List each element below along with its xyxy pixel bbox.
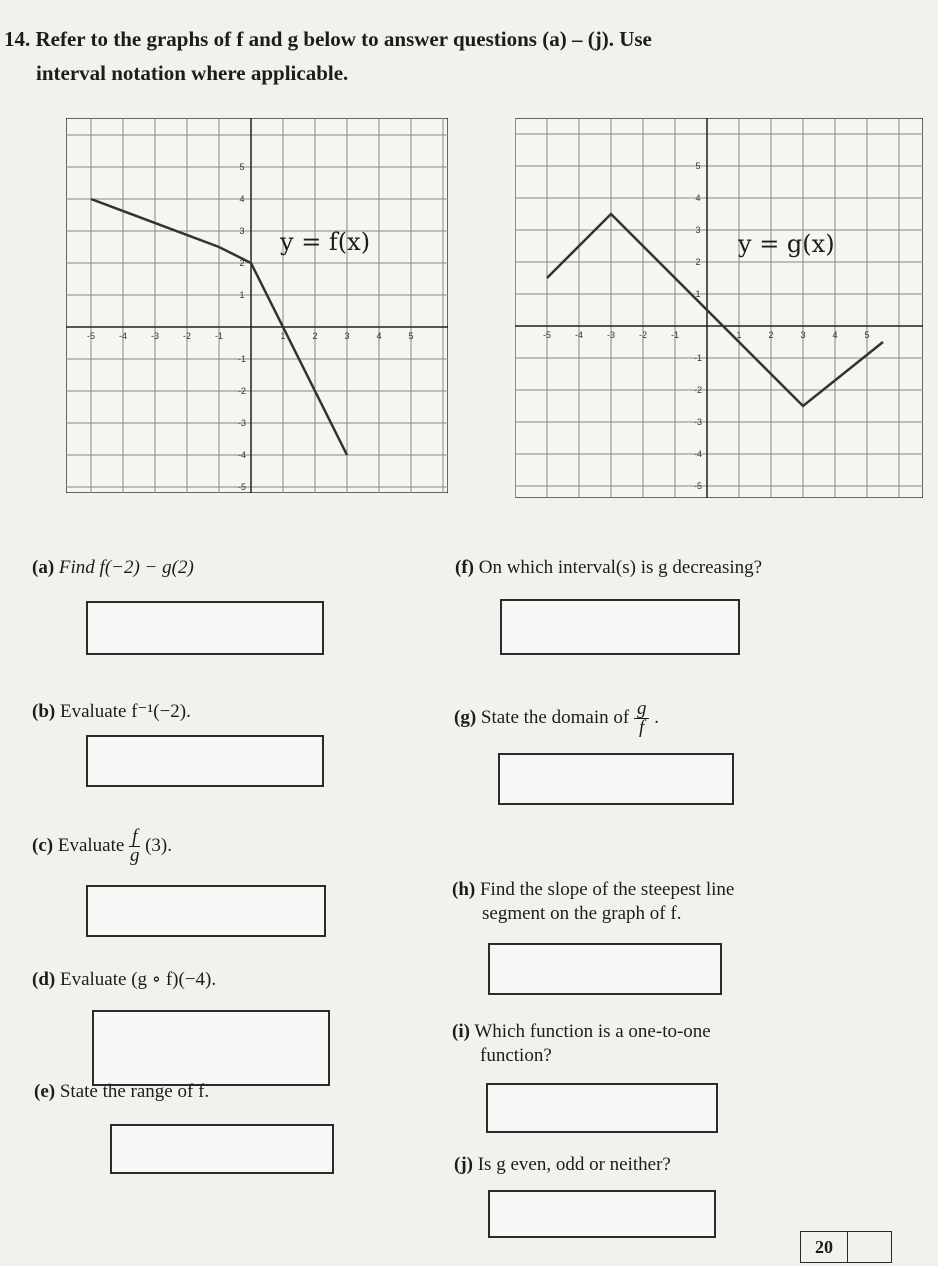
x-tick-label: 1 xyxy=(736,330,742,340)
question-i-line1: Which function is a one-to-one xyxy=(474,1021,711,1042)
problem-header xyxy=(4,22,652,56)
question-d xyxy=(32,968,216,992)
y-tick-label: 2 xyxy=(695,257,701,267)
answer-box-h[interactable] xyxy=(488,943,722,995)
x-tick-label: 5 xyxy=(408,331,414,341)
y-tick-label: 3 xyxy=(239,226,245,236)
answer-box-g[interactable] xyxy=(498,753,734,805)
answer-box-f[interactable] xyxy=(500,599,740,655)
question-e-label: (e) xyxy=(34,1081,56,1102)
x-tick-label: 4 xyxy=(832,330,838,340)
y-tick-label: -2 xyxy=(693,385,703,395)
y-tick-label: -4 xyxy=(693,449,703,459)
question-d-text: Evaluate (g ∘ f)(−4). xyxy=(59,969,217,990)
score-points: 20 xyxy=(801,1232,848,1262)
question-g xyxy=(454,700,659,737)
answer-box-d[interactable] xyxy=(92,1010,330,1086)
question-j xyxy=(454,1153,671,1177)
question-f-label: (f) xyxy=(455,557,474,578)
y-tick-label: -5 xyxy=(693,481,703,491)
y-tick-label: 1 xyxy=(239,290,245,300)
x-tick-label: 1 xyxy=(280,331,286,341)
question-b xyxy=(32,700,191,724)
answer-box-b[interactable] xyxy=(86,735,324,787)
question-g-text-pre: State the domain of xyxy=(480,706,630,728)
question-a-text: Find f(−2) − g(2) xyxy=(58,557,194,578)
answer-box-c[interactable] xyxy=(86,885,326,937)
question-c-text-post: (3). xyxy=(145,834,172,856)
question-c-label: (c) xyxy=(32,834,54,856)
fraction-f-over-g xyxy=(129,828,140,865)
question-h-line1: Find the slope of the steepest line xyxy=(479,879,735,900)
fraction-numerator: f xyxy=(129,828,140,847)
question-h xyxy=(452,878,734,926)
y-tick-label: -2 xyxy=(237,386,247,396)
question-c xyxy=(32,828,172,865)
y-tick-label: -1 xyxy=(237,354,247,364)
question-i-label: (i) xyxy=(452,1021,470,1042)
graph-f xyxy=(66,118,448,493)
x-tick-label: -1 xyxy=(670,330,680,340)
question-a xyxy=(32,556,194,580)
question-f xyxy=(455,556,762,580)
y-tick-label: 3 xyxy=(695,225,701,235)
answer-box-a[interactable] xyxy=(86,601,324,655)
y-tick-label: 4 xyxy=(695,193,701,203)
score-earned-field[interactable] xyxy=(848,1232,891,1262)
x-tick-label: -4 xyxy=(118,331,128,341)
question-i-line2: function? xyxy=(480,1045,552,1066)
question-e-text: State the range of f. xyxy=(59,1081,210,1102)
y-tick-label: -3 xyxy=(693,417,703,427)
question-f-text: On which interval(s) is g decreasing? xyxy=(478,557,763,578)
y-tick-label: 1 xyxy=(695,289,701,299)
g-graph-label: y = g(x) xyxy=(738,230,835,258)
answer-box-j[interactable] xyxy=(488,1190,716,1238)
fraction-denominator: f xyxy=(639,717,645,738)
y-tick-label: -5 xyxy=(237,482,247,492)
question-h-line2: segment on the graph of f. xyxy=(482,903,682,924)
fraction-g-over-f xyxy=(634,700,650,737)
x-tick-label: 2 xyxy=(312,331,318,341)
y-tick-label: 4 xyxy=(239,194,245,204)
f-graph-label: y = f(x) xyxy=(280,228,371,256)
y-tick-label: -1 xyxy=(693,353,703,363)
question-h-label: (h) xyxy=(452,879,476,900)
question-a-label: (a) xyxy=(32,557,55,578)
x-tick-label: 4 xyxy=(376,331,382,341)
x-tick-label: -5 xyxy=(542,330,552,340)
problem-instructions-line2: interval notation where applicable. xyxy=(36,61,349,85)
problem-number: 14. xyxy=(4,27,31,51)
question-d-label: (d) xyxy=(32,969,56,990)
question-j-label: (j) xyxy=(454,1154,473,1175)
question-e xyxy=(34,1080,209,1104)
question-j-text: Is g even, odd or neither? xyxy=(477,1154,671,1175)
question-g-label: (g) xyxy=(454,706,477,728)
x-tick-label: 2 xyxy=(768,330,774,340)
x-tick-label: -1 xyxy=(214,331,224,341)
x-tick-label: 5 xyxy=(864,330,870,340)
question-i xyxy=(452,1020,711,1068)
x-tick-label: -3 xyxy=(606,330,616,340)
y-tick-label: -3 xyxy=(237,418,247,428)
problem-instructions-line1: Refer to the graphs of f and g below to answer questions (a) – (j). Use xyxy=(35,27,652,51)
answer-box-e[interactable] xyxy=(110,1124,334,1174)
question-g-text-post: . xyxy=(654,706,659,728)
y-tick-label: 5 xyxy=(239,162,245,172)
y-tick-label: -4 xyxy=(237,450,247,460)
graph-g xyxy=(515,118,923,498)
x-tick-label: -2 xyxy=(638,330,648,340)
x-tick-label: -3 xyxy=(150,331,160,341)
x-tick-label: -2 xyxy=(182,331,192,341)
x-tick-label: -4 xyxy=(574,330,584,340)
x-tick-label: 3 xyxy=(800,330,806,340)
y-tick-label: 2 xyxy=(239,258,245,268)
question-b-label: (b) xyxy=(32,701,56,722)
score-box xyxy=(800,1231,892,1263)
fraction-denominator: g xyxy=(129,845,140,866)
x-tick-label: -5 xyxy=(86,331,96,341)
y-tick-label: 5 xyxy=(695,161,701,171)
fraction-numerator: g xyxy=(634,700,650,719)
question-c-text-pre: Evaluate xyxy=(57,834,125,856)
x-tick-label: 3 xyxy=(344,331,350,341)
answer-box-i[interactable] xyxy=(486,1083,718,1133)
question-b-text: Evaluate f⁻¹(−2). xyxy=(59,701,191,722)
